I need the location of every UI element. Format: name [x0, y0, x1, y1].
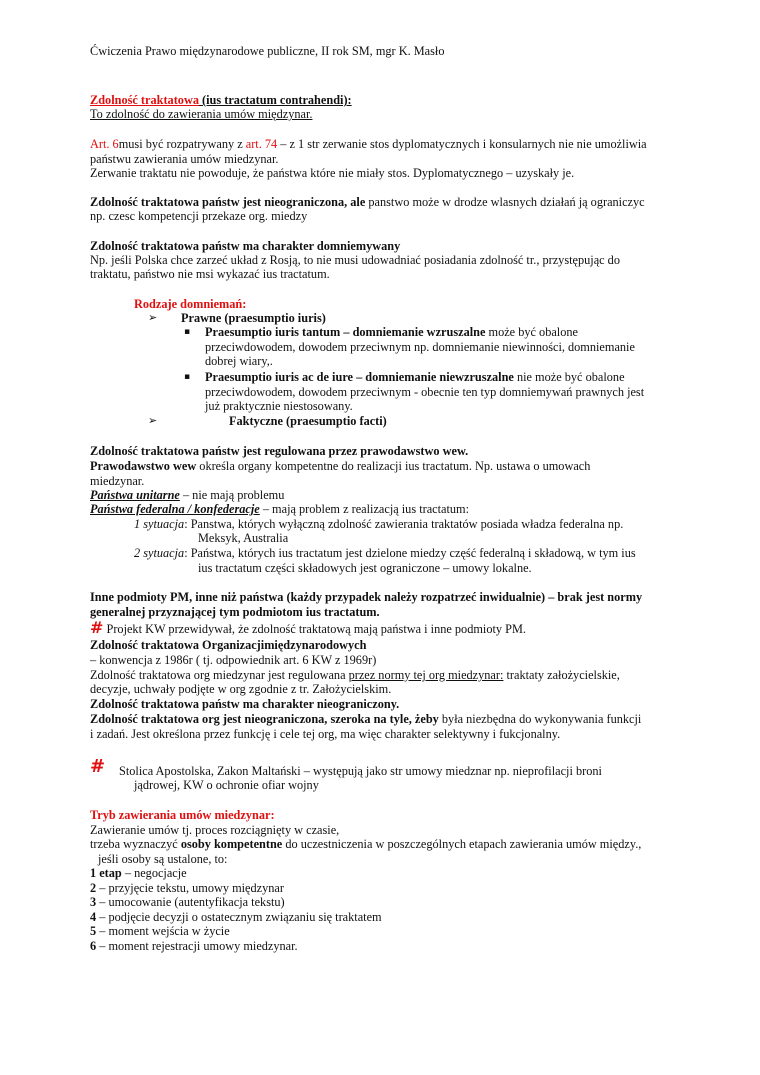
org-unlimited-bold: Zdolność traktatowa org jest nieograniczona, szeroka na tyle, żeby [90, 712, 439, 726]
tantum-line3: dobrej wiary,. [205, 354, 273, 368]
hash-icon: # [90, 756, 106, 777]
tantum-rest: może być obalone [485, 325, 578, 339]
paragraph-art6-line [90, 137, 647, 152]
step-number: 1 etap [90, 866, 122, 880]
org-reg-underlined: przez normy tej org miedzynar: [348, 668, 504, 682]
case2-line1 [134, 546, 636, 561]
step-number: 4 [90, 910, 97, 924]
deiure-line3: już praktycznie niestosowany. [205, 399, 353, 413]
factual-presumption: Faktyczne (praesumptio facti) [229, 414, 387, 428]
procedure-a: trzeba wyznaczyć [90, 837, 181, 851]
case2-label: 2 sytuacja [134, 546, 185, 560]
tantum-line2: przeciwdowodem, dowodem przeciwnym np. domniemanie niewinności, domniemanie [205, 340, 635, 354]
presumed-capacity-title: Zdolność traktatowa państw ma charakter domniemywany [90, 239, 401, 253]
holy-see-line1: Stolica Apostolska, Zakon Maltański – występują jako str umowy miedznar np. nieprofilacji broni [119, 764, 602, 778]
deiure-bold: Praesumptio iuris ac de iure – domniemanie niewzruszalne [205, 370, 514, 384]
procedure-line3: jeśli osoby są ustalone, to: [98, 852, 228, 866]
list-item [90, 910, 382, 925]
title-paren: (ius tractatum contrahendi): [198, 93, 352, 107]
presumed-line1: Np. jeśli Polska chce zarzeć układ z Rosją, to nie musi udowadniać posiadania zdolność tr., przystępując do [90, 253, 620, 267]
regulated-capacity-title: Zdolność traktatowa państw jest regulowana przez prawodawstwo wew. [90, 444, 469, 458]
org-reg-a: Zdolność traktatowa org miedzynar jest regulowana [90, 668, 349, 682]
federal-states-line [90, 502, 469, 517]
case1-line1 [134, 517, 623, 532]
list-item [90, 895, 285, 910]
presumption-types-title: Rodzaje domniemań: [134, 297, 247, 311]
step-text: – umocowanie (autentyfikacja tekstu) [96, 895, 285, 909]
step-text: – moment rejestracji umowy miedzynar. [96, 939, 298, 953]
convention-line: – konwencja z 1986r ( tj. odpowiednik art. 6 KW z 1969r) [90, 653, 377, 667]
unlimited-rest: panstwo może w drodze wlasnych działań ją ograniczyc [365, 195, 645, 209]
legislation-line2: miedzynar. [90, 474, 145, 488]
square-bullet-icon: ▪ [184, 327, 191, 337]
list-item [90, 866, 187, 881]
org-unlimited-line1 [90, 712, 641, 727]
federal-label: Państwa federalna / konfederacje [90, 502, 260, 516]
step-number: 5 [90, 924, 97, 938]
list-item [90, 939, 298, 954]
conclusion-procedure-title: Tryb zawierania umów miedzynar: [90, 808, 275, 822]
org-regulation-line1 [90, 668, 620, 683]
step-number: 3 [90, 895, 97, 909]
page-header: Ćwiczenia Prawo międzynarodowe publiczne, II rok SM, mgr K. Masło [90, 44, 445, 58]
legal-presumption: Prawne (praesumptio iuris) [181, 311, 326, 325]
step-text: – przyjęcie tekstu, umowy międzynar [96, 881, 284, 895]
step-text: – moment wejścia w życie [96, 924, 230, 938]
org-capacity-title: Zdolność traktatowa Organizacjimiędzynarodowych [90, 638, 367, 652]
org-unlimited-line2: i zadań. Jest określona przez funkcję i cele tej org, ma więc charakter selektywny i fukcjonalny. [90, 727, 561, 741]
procedure-bold: osoby kompetentne [180, 837, 283, 851]
case2-line2: ius tractatum części składowych jest ograniczone – umowy lokalne. [198, 561, 532, 575]
federal-rest: – mają problem z realizacją ius tractatum: [259, 502, 470, 516]
legislation-rest: określa organy kompetentne do realizacji ius tractatum. Np. ustawa o umowach [196, 459, 591, 473]
art6-ref: Art. 6 [90, 137, 119, 151]
unlimited-capacity-line [90, 195, 645, 210]
holy-see-line2: jądrowej, KW o ochronie ofiar wojny [134, 778, 319, 792]
procedure-b: do uczestniczenia w poszczególnych etapach zawierania umów między., [282, 837, 642, 851]
hash-icon: # [90, 618, 104, 637]
arrow-bullet-icon: ➢ [148, 311, 158, 324]
arrow-bullet-icon: ➢ [148, 414, 158, 427]
list-item [90, 881, 284, 896]
project-kw-line [90, 618, 526, 637]
step-number: 2 [90, 881, 97, 895]
case2-text: : Państwa, których ius tractatum jest dzielone miedzy część federalną i składową, w tym ius [184, 546, 636, 560]
unlimited-bold: Zdolność traktatowa państw jest nieograniczona, ale [90, 195, 366, 209]
tantum-bold: Praesumptio iuris tantum – domniemanie wzruszalne [205, 325, 486, 339]
legislation-line1 [90, 459, 590, 474]
org-unlimited-rest: była niezbędna do wykonywania funkcji [438, 712, 642, 726]
unlimited-line2: np. czesc kompetencji przekaze org. miedzy [90, 209, 308, 223]
square-bullet-icon: ▪ [184, 372, 191, 382]
other-subjects-line2: generalnej przyznającej tym podmiotom ius tractatum. [90, 605, 380, 619]
art6-text-a: musi być rozpatrywany z [118, 137, 246, 151]
case1-line2: Meksyk, Australia [198, 531, 289, 545]
deiure-line2: przeciwdowodem, dowodem przeciwnym - obecnie ten typ domniemywań prawnych jest [205, 385, 645, 399]
other-subjects-line1: Inne podmioty PM, inne niż państwa (każdy przypadek należy rozpatrzeć inwidualnie) – brak jest normy [90, 590, 643, 604]
org-reg-b: traktaty założycielskie, [503, 668, 620, 682]
paragraph-art6-line3: Zerwanie traktatu nie powoduje, że państwa które nie miały stos. Dyplomatycznego – uzyskały je. [90, 166, 575, 180]
section-subtitle: To zdolność do zawierania umów międzynar. [90, 107, 313, 121]
step-text: – podjęcie decyzji o ostatecznym związaniu się traktatem [96, 910, 382, 924]
procedure-line2 [90, 837, 641, 852]
step-text: – negocjacje [121, 866, 187, 880]
deiure-line1 [205, 370, 625, 385]
step-number: 6 [90, 939, 97, 953]
case1-text: : Panstwa, których wyłączną zdolność zawierania traktatów posiada władza federalna np. [184, 517, 624, 531]
unitary-rest: – nie mają problemu [179, 488, 285, 502]
section-title-treaty-capacity [90, 93, 352, 108]
unitary-states-line [90, 488, 284, 503]
art6-text-b: – z 1 str zerwanie stos dyplomatycznych i konsularnych nie nie umożliwia [277, 137, 647, 151]
project-text: Projekt KW przewidywał, że zdolność traktatową mają państwa i inne podmioty PM. [103, 622, 526, 636]
case1-label: 1 sytuacja [134, 517, 185, 531]
paragraph-art6-line2: państwu zawierania umów miedzynar. [90, 152, 279, 166]
title-red: Zdolność traktatowa [90, 93, 199, 107]
art74-ref: art. 74 [245, 137, 278, 151]
legislation-bold: Prawodawstwo wew [90, 459, 197, 473]
tantum-line1 [205, 325, 578, 340]
procedure-line1: Zawieranie umów tj. proces rozciągnięty w czasie, [90, 823, 340, 837]
presumed-line2: traktatu, państwo nie msi wykazać ius tractatum. [90, 267, 330, 281]
list-item [90, 924, 230, 939]
org-regulation-line2: decyzje, uchwały podjęte w org zgodnie z tr. Założycielskim. [90, 682, 392, 696]
org-presumed-line: Zdolność traktatowa państw ma charakter nieograniczony. [90, 697, 400, 711]
unitary-label: Państwa unitarne [90, 488, 180, 502]
deiure-rest: nie może być obalone [513, 370, 625, 384]
